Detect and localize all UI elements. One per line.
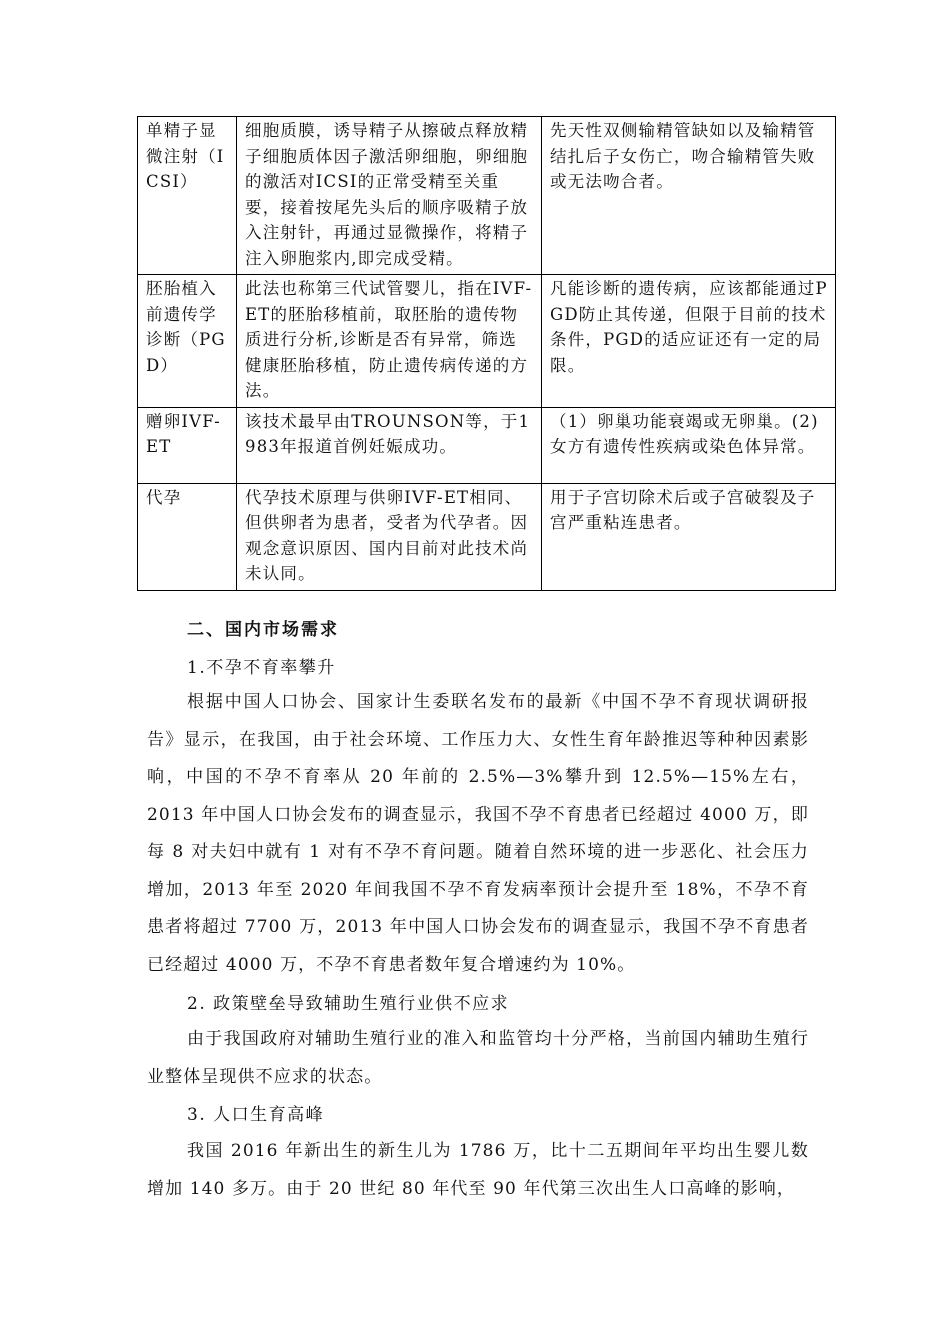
technique-name-cell: 赠卵IVF-ET (138, 407, 237, 483)
technique-indication-cell: 用于子宫切除术后或子宫破裂及子宫严重粘连患者。 (542, 483, 836, 590)
section-heading: 二、国内市场需求 (187, 620, 339, 640)
table-row (138, 407, 836, 483)
table-row (138, 483, 836, 590)
subheading-birth-peak: 3. 人口生育高峰 (187, 1105, 325, 1125)
subheading-infertility-rate: 1.不孕不育率攀升 (187, 658, 336, 678)
paragraph-policy-barrier: 由于我国政府对辅助生殖行业的准入和监管均十分严格，当前国内辅助生殖行业整体呈现供不应求的状态。 (147, 1029, 809, 1087)
technique-description-cell: 细胞质膜，诱导精子从擦破点释放精子细胞质体因子激活卵细胞，卵细胞的激活对ICSI的正常受精至关重要，接着按尾先头后的顺序吸精子放入注射针，再通过显微操作，将精子注入卵胞浆内,即完成受精。 (237, 117, 542, 275)
technique-indication-cell: 凡能诊断的遗传病，应该都能通过PGD防止其传递，但限于目前的技术条件，PGD的适应证还有一定的局限。 (542, 275, 836, 408)
table-row (138, 275, 836, 408)
paragraph-infertility-rate: 根据中国人口协会、国家计生委联名发布的最新《中国不孕不育现状调研报告》显示，在我国，由于社会环境、工作压力大、女性生育年龄推迟等种种因素影响，中国的不孕不育率从 20 年前的 2.5%—3%攀升到 12.5%—15%左右，2013 年中国人口协会发布的调查显示，我国不孕不育患者已经超过 4000 万，即每 8 对夫妇中就有 1 对有不孕不育问题。随着自然环境的进一步恶化、社会压力增加，2013 年至 2020 年间我国不孕不育发病率预计会提升至 18%，不孕不育患者将超过 7700 万，2013 年中国人口协会发布的调查显示，我国不孕不育患者已经超过 4000 万，不孕不育患者数年复合增速约为 10%。 (147, 692, 809, 975)
technique-description-cell: 代孕技术原理与供卵IVF-ET相同、但供卵者为患者，受者为代孕者。因观念意识原因、国内目前对此技术尚未认同。 (237, 483, 542, 590)
technique-indication-cell: （1）卵巢功能衰竭或无卵巢。(2)女方有遗传性疾病或染色体异常。 (542, 407, 836, 483)
technique-name-cell: 胚胎植入前遗传学诊断（PGD） (138, 275, 237, 408)
technique-name-cell: 代孕 (138, 483, 237, 590)
technique-name-cell: 单精子显微注射（ICSI） (138, 117, 237, 275)
ivf-technology-table (137, 116, 836, 591)
technique-description-cell: 此法也称第三代试管婴儿，指在IVF-ET的胚胎移植前，取胚胎的遗传物质进行分析,诊断是否有异常，筛选健康胚胎移植，防止遗传病传递的方法。 (237, 275, 542, 408)
subheading-policy-barrier: 2. 政策壁垒导致辅助生殖行业供不应求 (187, 994, 510, 1014)
table-row (138, 117, 836, 275)
paragraph-birth-peak: 我国 2016 年新出生的新生儿为 1786 万，比十二五期间年平均出生婴儿数增加 140 多万。由于 20 世纪 80 年代至 90 年代第三次出生人口高峰的影响， (147, 1141, 809, 1199)
technique-description-cell: 该技术最早由TROUNSON等，于1983年报道首例妊娠成功。 (237, 407, 542, 483)
technique-indication-cell: 先天性双侧输精管缺如以及输精管结扎后子女伤亡，吻合输精管失败或无法吻合者。 (542, 117, 836, 275)
